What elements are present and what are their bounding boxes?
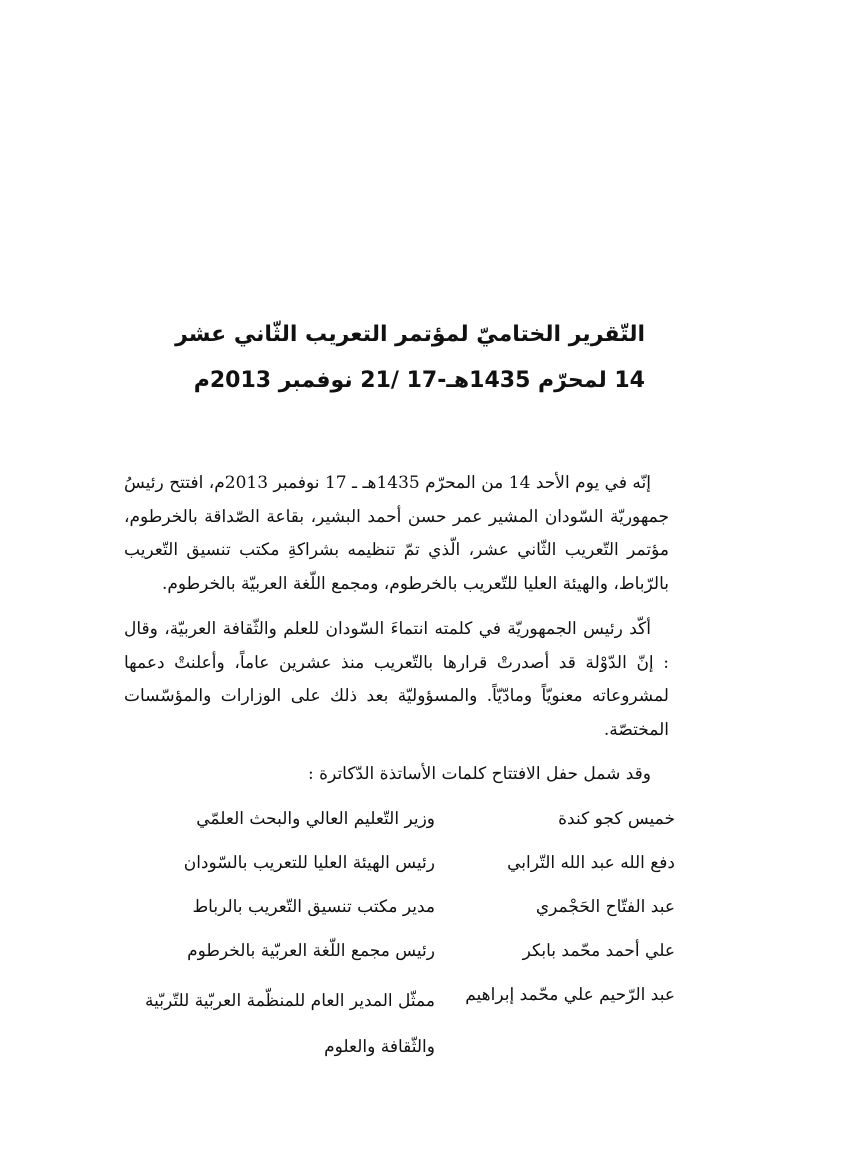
speaker-row <box>120 846 675 890</box>
speaker-role: وزير التّعليم العالي والبحث العلمّي <box>196 809 435 829</box>
speaker-name: دفع الله عبد الله التّرابي <box>507 853 675 873</box>
report-date: 14 لمحرّم 1435هـ-17 /21 نوفمبر 2013م <box>193 368 645 393</box>
speaker-role: مدير مكتب تنسيق التّعريب بالرباط <box>192 897 435 917</box>
report-title: التّقرير الختاميّ لمؤتمر التعريب الثّاني عشر <box>175 322 645 347</box>
speaker-row <box>120 978 675 1068</box>
speaker-name: خميس كجو كندة <box>558 809 675 829</box>
speaker-role: رئيس الهيئة العليا للتعريب بالسّودان <box>183 853 435 873</box>
speaker-row <box>120 934 675 978</box>
speaker-name: عبد الفتّاح الحَجْمري <box>535 897 675 917</box>
speaker-row <box>120 890 675 934</box>
speakers-intro: وقد شمل حفل الافتتاح كلمات الأساتذة الدّكاترة : <box>308 764 651 784</box>
speakers-list <box>120 802 675 1068</box>
speaker-row <box>120 802 675 846</box>
president-speech-paragraph: أكّد رئيس الجمهوريّة في كلمته انتماءَ السّودان للعلم والثّقافة العربيّة، وقال : إنّ الدّوْلة قد أصدرتْ قرارها بالتّعريب منذ عشرين عاماً، وأعلنتْ دعمها لمشروعاته معنويّاً ومادّيّاً. والمسؤوليّة بعد ذلك على الوزارات والمؤسّسات المختصّة. <box>124 619 669 740</box>
opening-paragraph: إنّه في يوم الأحد 14 من المحرّم 1435هـ ـ 17 نوفمبر 2013م، افتتح رئيسُ جمهوريّة السّودان المشير عمر حسن أحمد البشير، بقاعة الصّداقة بالخرطوم، مؤتمر التّعريب الثّاني عشر، الّذي تمّ تنظيمه بشراكةِ مكتب تنسيق التّعريب بالرّباط، والهيئة العليا للتّعريب بالخرطوم، ومجمع اللّغة العربيّة بالخرطوم. <box>124 473 669 594</box>
speaker-role: ممثّل المدير العام للمنظّمة العربّية للتّربّية والثّقافة والعلوم <box>145 991 435 1057</box>
speaker-role: رئيس مجمع اللّغة العربّية بالخرطوم <box>187 941 435 961</box>
speaker-name: علي أحمد محّمد بابكر <box>522 941 675 961</box>
speaker-name: عبد الرّحيم علي محّمد إبراهيم <box>465 985 675 1005</box>
